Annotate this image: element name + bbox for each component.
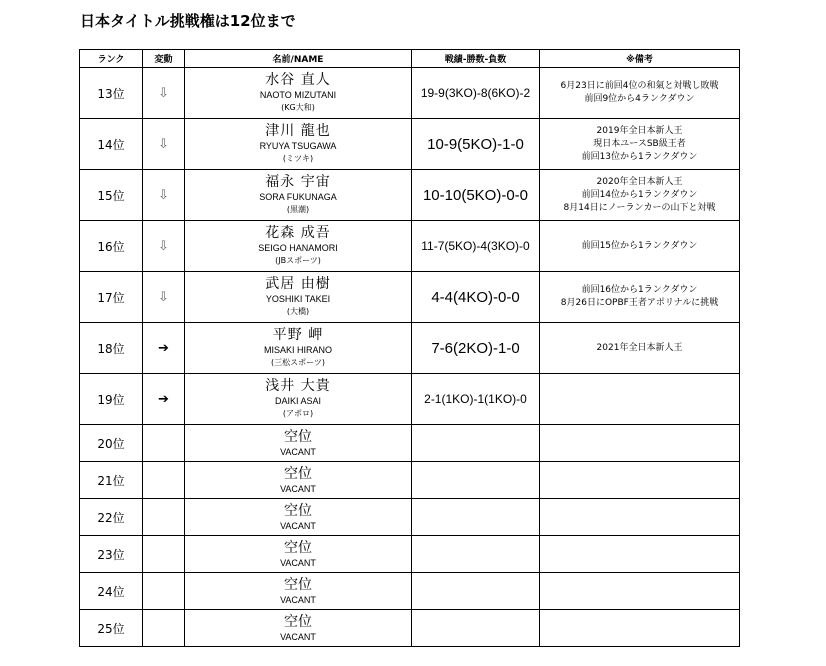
table-row — [80, 170, 740, 221]
remark-line: 6月23日に前回4位の和氣と対戦し敗戦 — [560, 81, 719, 91]
rank-cell: 19位 — [80, 374, 143, 425]
name-en: DAIKI ASAI — [274, 396, 322, 406]
gym-name: (KG大和) — [281, 103, 315, 112]
name-en: NAOTO MIZUTANI — [259, 90, 337, 100]
remark-line: 前回13位から1ランクダウン — [581, 151, 698, 162]
move-cell — [143, 573, 185, 610]
rank-cell: 20位 — [80, 425, 143, 462]
name-jp: 水谷 直人 — [265, 72, 331, 88]
name-cell — [185, 221, 412, 272]
name-cell — [185, 610, 412, 647]
record-cell — [412, 610, 540, 647]
move-cell — [143, 425, 185, 462]
rank-cell: 13位 — [80, 68, 143, 119]
remark-line: 現日本ユースSB級王者 — [593, 138, 686, 149]
down-arrow-icon: ⇩ — [143, 221, 185, 272]
name-jp: 武居 由樹 — [265, 276, 331, 292]
name-en: MISAKI HIRANO — [263, 345, 332, 355]
record-cell: 2-1(1KO)-1(1KO)-0 — [412, 374, 540, 425]
name-cell — [185, 119, 412, 170]
record-cell — [412, 462, 540, 499]
table-row — [80, 221, 740, 272]
vacant-en: VACANT — [280, 520, 316, 531]
remarks-cell — [540, 425, 740, 462]
gym-name: (三松スポーツ) — [271, 358, 325, 367]
name-cell — [185, 272, 412, 323]
vacant-jp: 空位 — [284, 428, 312, 445]
record-cell: 4-4(4KO)-0-0 — [412, 272, 540, 323]
name-cell — [185, 499, 412, 536]
gym-name: (ミツキ) — [282, 154, 314, 163]
header-remarks: ※備考 — [540, 50, 740, 68]
remark-line: 2019年全日本新人王 — [596, 125, 683, 136]
table-row — [80, 323, 740, 374]
table-row — [80, 272, 740, 323]
table-row — [80, 499, 740, 536]
record-cell — [412, 425, 540, 462]
name-jp: 花森 成吾 — [265, 225, 331, 241]
remark-line: 8月26日にOPBF王者アポリナルに挑戦 — [560, 298, 719, 308]
vacant-en: VACANT — [280, 594, 316, 605]
record-cell: 11-7(5KO)-4(3KO)-0 — [412, 221, 540, 272]
table-header-row — [80, 50, 740, 68]
header-move: 変動 — [143, 50, 185, 68]
header-record: 戦績-勝数-負数 — [412, 50, 540, 68]
name-cell — [185, 573, 412, 610]
record-cell — [412, 536, 540, 573]
vacant-jp: 空位 — [284, 613, 312, 630]
rank-cell: 17位 — [80, 272, 143, 323]
vacant-jp: 空位 — [284, 465, 312, 482]
rank-cell: 21位 — [80, 462, 143, 499]
page-title: 日本タイトル挑戦権は12位まで — [80, 12, 296, 30]
name-cell — [185, 323, 412, 374]
rank-cell: 25位 — [80, 610, 143, 647]
gym-name: (JBスポーツ) — [275, 256, 321, 265]
move-cell — [143, 499, 185, 536]
move-cell — [143, 536, 185, 573]
record-cell: 19-9(3KO)-8(6KO)-2 — [412, 68, 540, 119]
name-jp: 福永 宇宙 — [265, 174, 331, 190]
name-cell — [185, 68, 412, 119]
down-arrow-icon: ⇩ — [143, 119, 185, 170]
rank-cell: 16位 — [80, 221, 143, 272]
vacant-jp: 空位 — [284, 576, 312, 593]
table-row — [80, 573, 740, 610]
remarks-cell — [540, 499, 740, 536]
name-cell — [185, 374, 412, 425]
vacant-en: VACANT — [280, 557, 316, 568]
remark-line: 2021年全日本新人王 — [596, 342, 683, 353]
remarks-cell — [540, 323, 740, 374]
remarks-cell — [540, 221, 740, 272]
remark-line: 前回9位から4ランクダウン — [584, 94, 695, 104]
down-arrow-icon: ⇩ — [143, 68, 185, 119]
remark-line: 2020年全日本新人王 — [596, 176, 683, 187]
vacant-en: VACANT — [280, 631, 316, 642]
rank-cell: 24位 — [80, 573, 143, 610]
rank-cell: 15位 — [80, 170, 143, 221]
remarks-cell — [540, 272, 740, 323]
table-row — [80, 536, 740, 573]
name-en: SORA FUKUNAGA — [259, 192, 337, 202]
name-en: SEIGO HANAMORI — [258, 243, 338, 253]
name-en: RYUYA TSUGAWA — [259, 141, 337, 151]
header-rank: ランク — [80, 50, 143, 68]
remarks-cell — [540, 68, 740, 119]
move-cell — [143, 610, 185, 647]
down-arrow-icon: ⇩ — [143, 272, 185, 323]
rank-cell: 22位 — [80, 499, 143, 536]
table-row — [80, 425, 740, 462]
record-cell: 10-10(5KO)-0-0 — [412, 170, 540, 221]
name-jp: 津川 龍也 — [265, 123, 331, 139]
table-row — [80, 610, 740, 647]
remark-line: 前回15位から1ランクダウン — [581, 240, 698, 251]
table-row — [80, 68, 740, 119]
vacant-en: VACANT — [280, 446, 316, 457]
name-jp: 平野 岬 — [272, 327, 324, 343]
record-cell: 10-9(5KO)-1-0 — [412, 119, 540, 170]
record-cell: 7-6(2KO)-1-0 — [412, 323, 540, 374]
right-arrow-icon: ➔ — [143, 323, 185, 374]
remarks-cell — [540, 536, 740, 573]
vacant-en: VACANT — [280, 483, 316, 494]
gym-name: (黒潮) — [286, 205, 310, 214]
name-cell — [185, 425, 412, 462]
down-arrow-icon: ⇩ — [143, 170, 185, 221]
remark-line: 8月14日にノーランカーの山下と対戦 — [563, 202, 716, 213]
remarks-cell — [540, 573, 740, 610]
name-en: YOSHIKI TAKEI — [265, 294, 331, 304]
table-row — [80, 374, 740, 425]
table-row — [80, 462, 740, 499]
name-jp: 浅井 大貴 — [265, 378, 331, 394]
remarks-cell — [540, 119, 740, 170]
ranking-table — [79, 49, 740, 647]
right-arrow-icon: ➔ — [143, 374, 185, 425]
vacant-jp: 空位 — [284, 502, 312, 519]
name-cell — [185, 170, 412, 221]
remarks-cell — [540, 170, 740, 221]
move-cell — [143, 462, 185, 499]
record-cell — [412, 573, 540, 610]
gym-name: (大橋) — [286, 307, 310, 316]
rank-cell: 18位 — [80, 323, 143, 374]
remark-line: 前回16位から1ランクダウン — [581, 285, 698, 295]
gym-name: (アポロ) — [282, 409, 314, 418]
name-cell — [185, 462, 412, 499]
vacant-jp: 空位 — [284, 539, 312, 556]
rank-cell: 23位 — [80, 536, 143, 573]
name-cell — [185, 536, 412, 573]
rank-cell: 14位 — [80, 119, 143, 170]
remarks-cell — [540, 610, 740, 647]
remarks-cell — [540, 374, 740, 425]
remarks-cell — [540, 462, 740, 499]
record-cell — [412, 499, 540, 536]
remark-line: 前回14位から1ランクダウン — [581, 189, 698, 200]
header-name: 名前/NAME — [185, 50, 412, 68]
table-row — [80, 119, 740, 170]
